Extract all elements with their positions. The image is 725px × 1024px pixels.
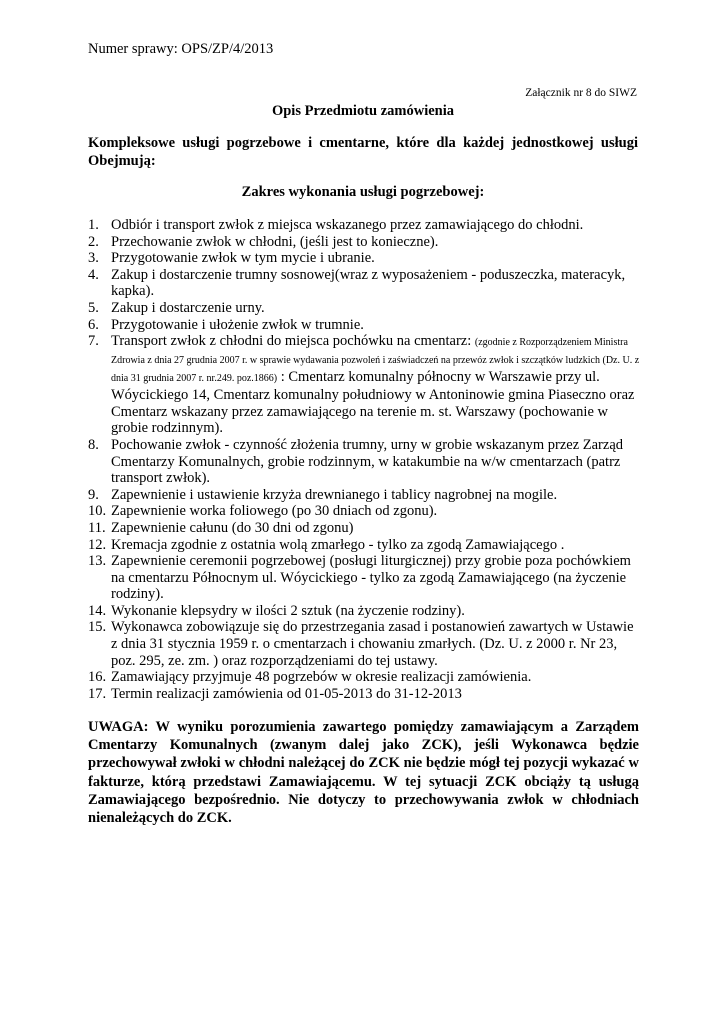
item-number: 6.: [88, 316, 99, 333]
item-number: 16.: [88, 669, 107, 686]
item-number: 8.: [88, 436, 99, 453]
item-number: 7.: [88, 333, 99, 350]
regulation-reference: (zgodnie z Rozporządzeniem Ministra Zdrowia z dnia 27 grudnia 2007 r. w sprawie wydawania pozwoleń i zaświadczeń na przewóz zwłok i szczątków ludzkich (Dz. U. z dnia 31 grudnia 2007 r. nr.249. poz.1866): [111, 337, 640, 385]
annex-label: Załącznik nr 8 do SIWZ: [525, 87, 637, 99]
item-text: Wykonanie klepsydry w ilości 2 sztuk (na życzenie rodziny).: [111, 602, 465, 619]
item-text: Przygotowanie zwłok w tym mycie i ubranie.: [111, 250, 375, 267]
item-text: Zapewnienie ceremonii pogrzebowej (posługi liturgicznej) przy grobie poza pochówkiem na cmentarzu Północnym ul. Wóycickiego - tylko za zgodą Zamawiającego (na życzenie rodziny).: [111, 553, 631, 603]
section-title: Zakres wykonania usługi pogrzebowej:: [241, 184, 485, 200]
list-item: [88, 317, 640, 334]
item-text: Zapewnienie i ustawienie krzyża drewnianego i tablicy nagrobnej na mogile.: [111, 486, 558, 503]
item-number: 4.: [88, 266, 99, 283]
list-item: [88, 686, 640, 703]
list-item: [88, 250, 640, 267]
list-item: [88, 503, 640, 520]
item-text: Zapewnienie całunu (do 30 dni od zgonu): [111, 519, 354, 536]
list-item: [88, 217, 640, 234]
item-number: 14.: [88, 602, 107, 619]
list-item: [88, 603, 640, 620]
item-text: Termin realizacji zamówienia od 01-05-2013 do 31-12-2013: [111, 685, 462, 702]
service-scope-list: [88, 217, 640, 702]
item-number: 13.: [88, 553, 107, 570]
item-number: 12.: [88, 536, 107, 553]
item-text: Zakup i dostarczenie trumny sosnowej(wraz z wyposażeniem - poduszeczka, materacyk, kapka).: [111, 266, 626, 300]
item-text: Przechowanie zwłok w chłodni, (jeśli jest to konieczne).: [111, 233, 439, 250]
list-item: [88, 669, 640, 686]
warning-note: UWAGA: W wyniku porozumienia zawartego pomiędzy zamawiającym a Zarządem Cmentarzy Komunalnych (zwanym dalej jako ZCK), jeśli Wykonawca będzie przechowywał zwłoki w chłodni należącej do ZCK nie będzie mógł tej pozycji wykazać w fakturze, którą przedstawi Zamawiającemu. W tej sytuacji ZCK obciąży tą usługą Zamawiającego bezpośrednio. Nie dotyczy to przechowywania zwłok w chłodniach nienależących do ZCK.: [88, 719, 639, 827]
list-item: [88, 333, 640, 437]
list-item: [88, 267, 640, 300]
item-text-continued: : Cmentarz komunalny północny w Warszawie przy ul. Wóycickiego 14, Cmentarz komunalny południowy w Antoninowie gmina Piaseczno oraz Cmentarz wskazany przez zamawiającego na terenie m. st. Warszawy (pochowanie w grobie rodzinnym).: [111, 369, 635, 437]
list-item: [88, 537, 640, 554]
item-number: 5.: [88, 299, 99, 316]
item-text: Pochowanie zwłok - czynność złożenia trumny, urny w grobie wskazanym przez Zarząd Cmentarzy Komunalnych, grobie rodzinnym, w katakumbie na w/w cmentarzach (patrz transport zwłok).: [111, 436, 624, 487]
item-text: Zakup i dostarczenie urny.: [111, 299, 265, 316]
item-number: 9.: [88, 486, 99, 503]
list-item: [88, 234, 640, 251]
list-item: [88, 520, 640, 537]
item-number: 17.: [88, 685, 107, 702]
item-text: Zapewnienie worka foliowego (po 30 dniach od zgonu).: [111, 503, 438, 520]
document-title: Opis Przedmiotu zamówienia: [271, 103, 455, 119]
list-item: [88, 437, 640, 487]
item-text: Zamawiający przyjmuje 48 pogrzebów w okresie realizacji zamówienia.: [111, 669, 532, 686]
item-number: 15.: [88, 619, 107, 636]
item-number: 11.: [88, 519, 106, 536]
item-text: Transport zwłok z chłodni do miejsca pochówku na cmentarz:: [111, 333, 472, 350]
item-number: 3.: [88, 250, 99, 267]
item-text: Przygotowanie i ułożenie zwłok w trumnie.: [111, 316, 364, 333]
item-number: 1.: [88, 217, 99, 233]
item-text: Odbiór i transport zwłok z miejsca wskazanego przez zamawiającego do chłodni.: [111, 217, 584, 233]
item-number: 10.: [88, 503, 107, 520]
list-item: [88, 300, 640, 317]
item-text: Kremacja zgodnie z ostatnia wolą zmarłego - tylko za zgodą Zamawiającego .: [111, 536, 565, 553]
list-item: [88, 487, 640, 504]
case-number: Numer sprawy: OPS/ZP/4/2013: [88, 41, 274, 57]
item-text: Wykonawca zobowiązuje się do przestrzegania zasad i postanowień zawartych w Ustawie z dnia 31 stycznia 1959 r. o cmentarzach i chowaniu zmarłych. (Dz. U. z 2000 r. Nr 23, poz. 295, ze. zm. ) oraz rozporządzeniami do tej ustawy.: [111, 619, 634, 669]
item-number: 2.: [88, 233, 99, 250]
list-item: [88, 619, 640, 669]
list-item: [88, 553, 640, 603]
intro-paragraph: Kompleksowe usługi pogrzebowe i cmentarne, które dla każdej jednostkowej usługi Obejmują:: [88, 135, 638, 169]
